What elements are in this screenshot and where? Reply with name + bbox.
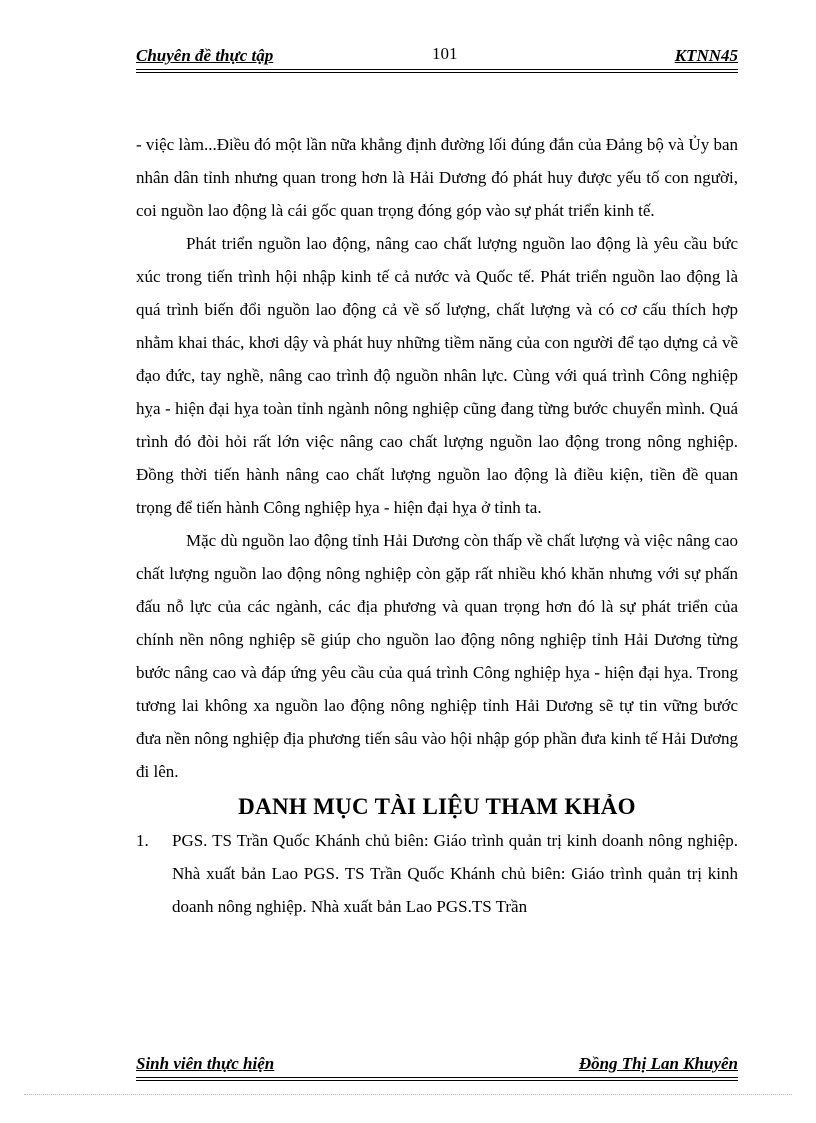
page-edge-divider (24, 1094, 792, 1095)
reference-text: PGS. TS Trần Quốc Khánh chủ biên: Giáo trình quản trị kinh doanh nông nghiệp. Nhà xuất bản Lao PGS. TS Trần Quốc Khánh chủ biên: Giáo trình quản trị kinh doanh nông nghiệp. Nhà xuất bản Lao PGS.TS Trần (172, 831, 738, 916)
page-footer (136, 1054, 738, 1078)
page-body (136, 128, 738, 923)
header-rule-double (136, 72, 738, 73)
body-paragraph: - việc làm...Điều đó một lần nữa khẳng định đường lối đúng đắn của Đảng bộ và Ủy ban nhân dân tỉnh nhưng quan trong hơn là Hải Dương đó phát huy được yếu tố con người, coi nguồn lao động là cái gốc quan trọng đóng góp vào sự phát triển kinh tế. (136, 135, 738, 220)
footer-rule (136, 1077, 738, 1078)
footer-author: Đồng Thị Lan Khuyên (578, 1054, 738, 1073)
reference-number: 1. (136, 831, 149, 850)
page-header (136, 44, 738, 70)
footer-rule-double (136, 1080, 738, 1081)
body-paragraph: Mặc dù nguồn lao động tỉnh Hải Dương còn thấp về chất lượng và việc nâng cao chất lượng nguồn lao động nông nghiệp còn gặp rất nhiều khó khăn nhưng với sự phấn đấu nỗ lực của các ngành, các địa phương và quan trọng hơn đó là sự phát triển của chính nền nông nghiệp sẽ giúp cho nguồn lao động nông nghiệp tỉnh Hải Dương từng bước nâng cao và đáp ứng yêu cầu của quá trình Công nghiệp hỵa - hiện đại hỵa. Trong tương lai không xa nguồn lao động nông nghiệp tỉnh Hải Dương sẽ tự tin vững bước đưa nền nông nghiệp địa phương tiến sâu vào hội nhập góp phần đưa kinh tế Hải Dương đi lên. (136, 531, 738, 781)
footer-label: Sinh viên thực hiện (136, 1054, 275, 1073)
reference-item (136, 824, 738, 923)
page-number: 101 (432, 44, 458, 63)
references-list (136, 824, 738, 923)
header-rule (136, 69, 738, 70)
header-class-code: KTNN45 (674, 46, 738, 65)
header-title: Chuyên đề thực tập (136, 46, 274, 65)
references-heading: DANH MỤC TÀI LIỆU THAM KHẢO (238, 794, 636, 819)
body-paragraph: Phát triển nguồn lao động, nâng cao chất lượng nguồn lao động là yêu cầu bức xúc trong tiến trình hội nhập kinh tế cả nước và Quốc tế. Phát triển nguồn lao động là quá trình biến đổi nguồn lao động cả về số lượng, chất lượng và có cơ cấu thích hợp nhằm khai thác, khơi dậy và phát huy những tiềm năng của con người để tạo dựng cả về đạo đức, tay nghề, nâng cao trình độ nguồn nhân lực. Cùng với quá trình Công nghiệp hỵa - hiện đại hỵa toàn tỉnh ngành nông nghiệp cũng đang từng bước chuyển mình. Quá trình đó đòi hỏi rất lớn việc nâng cao chất lượng nguồn lao động trong nông nghiệp. Đồng thời tiến hành nâng cao chất lượng nguồn lao động là điều kiện, tiền đề quan trọng để tiến hành Công nghiệp hỵa - hiện đại hỵa ở tỉnh ta. (136, 234, 738, 517)
